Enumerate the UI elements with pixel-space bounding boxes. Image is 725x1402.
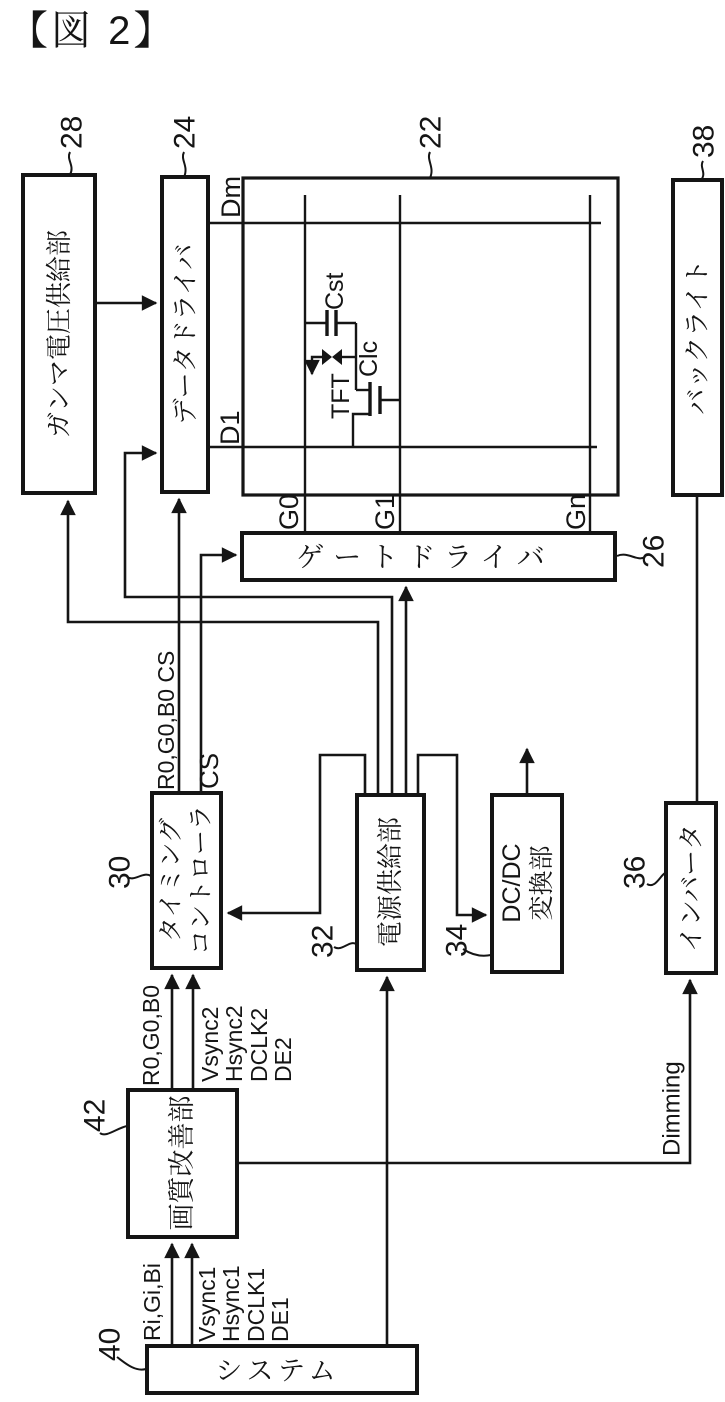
label-cst: Cst <box>321 272 349 310</box>
label-hsync1: Hsync1 <box>218 1265 244 1342</box>
label-hsync2: Hsync2 <box>221 1005 247 1082</box>
inverter-label: インバータ <box>676 823 706 953</box>
label-cs: CS <box>194 752 224 789</box>
label-tft: TFT <box>327 373 355 419</box>
backlight-label: バックライト <box>682 259 712 415</box>
dcdc-converter-label-line2: 変換部 <box>528 845 556 921</box>
label-dclk2: DCLK2 <box>246 1007 272 1082</box>
leader-28 <box>69 152 72 175</box>
ref-34: 34 <box>440 923 474 957</box>
data-driver-label: データドライバ <box>170 243 200 425</box>
ref-22: 22 <box>414 115 448 149</box>
label-clc: Clc <box>355 340 383 377</box>
leader-38 <box>701 161 703 180</box>
ref-42: 42 <box>78 1098 112 1132</box>
ref-40: 40 <box>93 1327 127 1361</box>
gate-driver-label: ゲートドライバ <box>296 541 554 573</box>
label-g0: G0 <box>274 493 304 530</box>
system-label: システム <box>215 1356 341 1386</box>
timing-controller-label-line2: コントローラ <box>187 804 215 956</box>
label-dimming: Dimming <box>658 1061 686 1156</box>
label-de1: DE1 <box>267 1297 293 1342</box>
ref-36: 36 <box>618 855 652 889</box>
ref-32: 32 <box>306 924 340 958</box>
leader-24 <box>183 152 186 177</box>
label-d1: D1 <box>215 410 245 445</box>
arrow-dimming-to-inverter <box>237 980 690 1163</box>
label-g1: G1 <box>370 493 400 530</box>
arrow-power-to-dcdc <box>418 755 486 915</box>
label-vsync1: Vsync1 <box>194 1266 220 1342</box>
timing-controller-label-line1: タイミング <box>157 817 185 943</box>
ref-28: 28 <box>55 115 89 149</box>
image-quality-label: 画質改善部 <box>167 1095 197 1231</box>
gamma-voltage-supply-label: ガンマ電圧供給部 <box>44 229 74 439</box>
label-de2: DE2 <box>270 1037 296 1082</box>
label-rgb-in: Ri,Gi,Bi <box>139 1263 165 1341</box>
power-supply-label: 電源供給部 <box>375 816 405 948</box>
ref-38: 38 <box>687 124 721 158</box>
label-rgb-out: R0,G0,B0 <box>138 985 164 1086</box>
arrow-power-to-timing <box>228 755 365 913</box>
figure-title: 【図 2】 <box>8 9 177 53</box>
label-gn: Gn <box>561 493 591 530</box>
dcdc-converter-label-line1: DC/DC <box>498 843 526 923</box>
leader-22 <box>429 152 432 178</box>
ref-24: 24 <box>168 115 202 149</box>
ref-30: 30 <box>103 855 137 889</box>
label-dm: Dm <box>216 176 246 218</box>
label-dclk1: DCLK1 <box>243 1267 269 1342</box>
label-vsync2: Vsync2 <box>197 1006 223 1082</box>
ref-26: 26 <box>637 534 671 568</box>
label-rgb-cs: R0,G0,B0 CS <box>153 650 179 790</box>
